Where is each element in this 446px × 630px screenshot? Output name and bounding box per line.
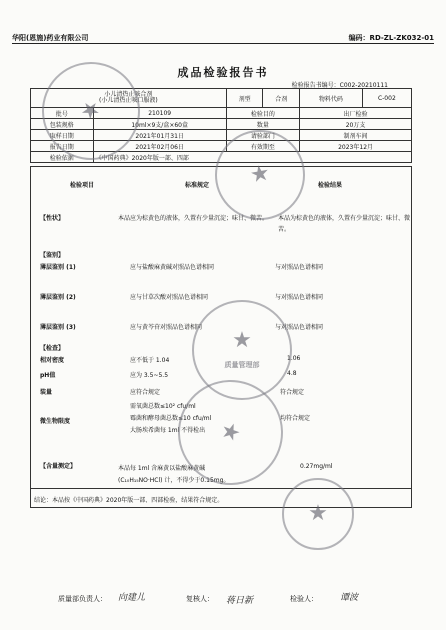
stamp-star-icon: ★ — [75, 94, 106, 127]
inspector-label: 检验人： — [290, 595, 318, 603]
tlc1-label: 薄层鉴别 (1) — [40, 264, 76, 271]
stamp-star-icon: ★ — [217, 416, 245, 448]
tlc3-label: 薄层鉴别 (3) — [40, 324, 76, 331]
sample-date-value: 2021年01月31日 — [93, 130, 226, 141]
reviewer-label: 复核人： — [186, 595, 214, 603]
page-header — [12, 33, 434, 43]
purpose-label: 检验目的 — [226, 108, 299, 119]
stamp-star-icon: ★ — [248, 160, 272, 189]
micro-standard-1: 需氧菌总数≤10² cfu/ml — [130, 403, 196, 410]
tlc2-result: 与对照品色谱相同 — [275, 294, 324, 301]
ident-label: 【鉴别】 — [40, 252, 65, 259]
tlc1-standard: 应与盐酸麻黄碱对照品色谱相同 — [130, 264, 215, 271]
basis-label: 检验依据 — [31, 152, 94, 163]
tlc2-standard: 应与甘草次酸对照品色谱相同 — [130, 294, 209, 301]
micro-standard-2: 霉菌和酵母菌总数≤10 cfu/ml — [130, 415, 212, 422]
inspection-stamp-bottom — [282, 478, 354, 550]
qty-value: 20万支 — [300, 119, 412, 130]
tlc1-result: 与对照品色谱相同 — [275, 264, 324, 271]
density-standard: 应不低于 1.04 — [130, 357, 170, 364]
quality-dept-stamp-text: 质量管理部 — [224, 361, 260, 369]
check-label: 【检查】 — [40, 345, 65, 352]
column-standard: 标准规定 — [185, 182, 210, 189]
valid-label: 有效期至 — [226, 141, 299, 152]
assay-label: 【含量测定】 — [40, 463, 77, 470]
stamp-star-icon: ★ — [232, 328, 252, 353]
product-name: 小儿清热止咳合剂 — [104, 91, 153, 98]
qa-head-signature: 向建儿 — [118, 593, 146, 603]
ph-result: 4.8 — [287, 370, 297, 377]
assay-result: 0.27mg/ml — [300, 463, 333, 470]
qa-head-label: 质量部负责人： — [58, 595, 107, 603]
column-item: 检验项目 — [70, 182, 95, 189]
spec-label: 包装规格 — [31, 119, 94, 130]
purpose-value: 出厂检验 — [300, 108, 412, 119]
report-date-value: 2021年02月06日 — [93, 141, 226, 152]
inspector-signature: 谭波 — [340, 593, 359, 603]
assay-standard-2: (C₁₀H₁₅NO·HCl) 计，不得少于0.15mg。 — [118, 477, 230, 484]
code-value: C-002 — [362, 89, 411, 108]
tlc3-result: 与对照品色谱相同 — [275, 324, 324, 331]
basis-value: 《中国药典》2020年版一部、四部 — [93, 152, 411, 163]
ph-standard: 应为 3.5~5.5 — [130, 372, 169, 379]
header-rule — [12, 43, 434, 44]
report-date-label: 报告日期 — [31, 141, 94, 152]
fill-result: 符合规定 — [280, 389, 305, 396]
tlc3-standard: 应与黄芩苷对照品色谱相同 — [130, 324, 203, 331]
code-label: 物料代码 — [300, 89, 363, 108]
page-title: 成品检验报告书 — [177, 66, 269, 79]
product-alias: (小儿清热止咳口服液) — [99, 97, 158, 104]
ph-label: pH值 — [40, 372, 56, 379]
sample-date-label: 取样日期 — [31, 130, 94, 141]
density-label: 相对密度 — [40, 357, 65, 364]
character-label: 【性状】 — [40, 215, 65, 222]
character-standard: 本品应为棕黄色的液体，久置有少量沉淀；味甘、微苦。 — [118, 215, 269, 222]
dept-value: 制剂车间 — [300, 130, 412, 141]
reviewer-signature: 蒋日新 — [226, 596, 254, 606]
dept-label: 请验部门 — [226, 130, 299, 141]
qty-label: 数量 — [226, 119, 299, 130]
company-name: 华阳(恩施)药业有限公司 — [12, 34, 89, 42]
fill-label: 装量 — [40, 389, 53, 396]
report-number: 检验报告书编号：C002-20210111 — [291, 82, 388, 89]
batch-label: 批号 — [31, 108, 94, 119]
dosage-value: 合剂 — [263, 89, 300, 108]
conclusion: 结论：本品按《中国药典》2020年版一部、四部检验，结果符合规定。 — [30, 488, 412, 510]
valid-value: 2023年12月 — [300, 141, 412, 152]
tlc2-label: 薄层鉴别 (2) — [40, 294, 76, 301]
document-code: 编码：RD-ZL-ZK032-01 — [348, 34, 434, 42]
micro-result: 均符合规定 — [280, 415, 311, 422]
dosage-label: 剂型 — [226, 89, 263, 108]
density-result: 1.06 — [287, 355, 301, 362]
character-result: 本品为棕黄色的液体，久置有少量沉淀；味甘、微苦。 — [278, 215, 411, 233]
stamp-star-icon: ★ — [308, 501, 328, 526]
spec-value: 10ml×9支/盒×60盒 — [93, 119, 226, 130]
fill-standard: 应符合规定 — [130, 389, 161, 396]
micro-label: 微生物限度 — [40, 418, 71, 425]
assay-standard-1: 本品每 1ml 含麻黄以盐酸麻黄碱 — [118, 465, 206, 472]
micro-standard-3: 大肠埃希菌每 1ml 不得检出 — [130, 427, 206, 434]
batch-value: 210109 — [93, 108, 226, 119]
column-result: 检验结果 — [318, 182, 343, 189]
